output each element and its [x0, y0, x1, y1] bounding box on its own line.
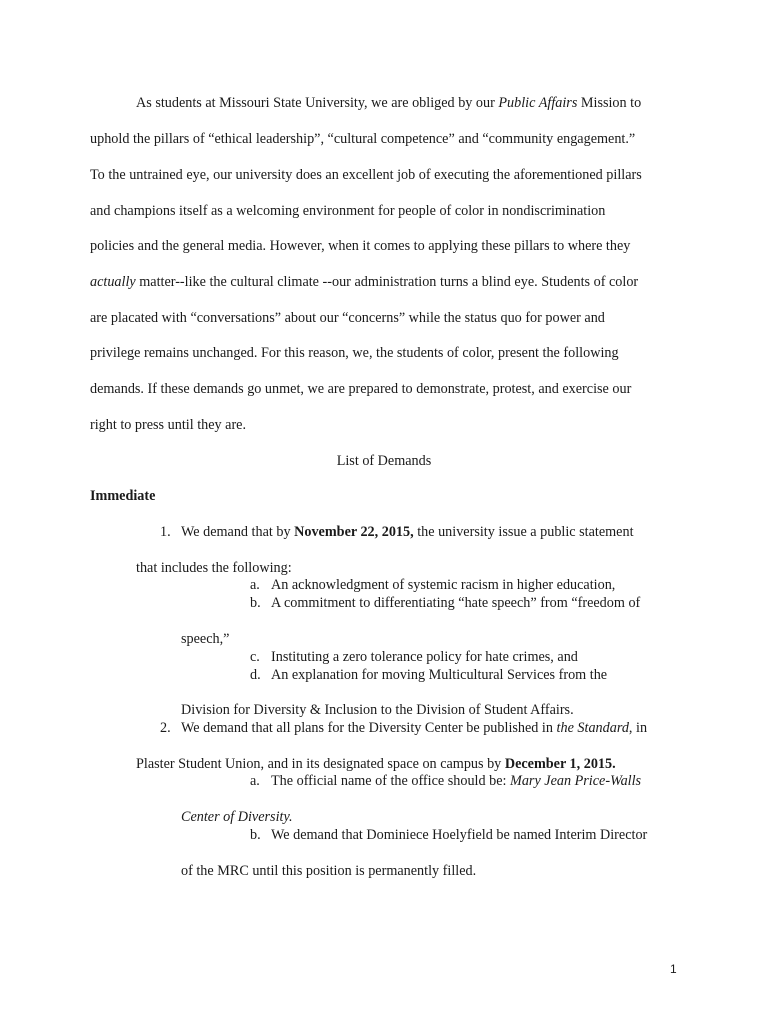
page-number: 1: [670, 962, 677, 976]
sub-item-text: [271, 772, 641, 790]
sub-item-text-part: The official name of the office should be:: [271, 773, 511, 789]
demand-2-continuation: [136, 755, 616, 773]
sub-item-text: We demand that Dominiece Hoelyfield be named Interim Director: [271, 827, 648, 843]
sub-item-text: A commitment to differentiating “hate speech” from “freedom of: [271, 595, 641, 611]
publication-name: the Standard: [556, 720, 629, 736]
intro-line: To the untrained eye, our university does an excellent job of executing the aforementioned pillars: [90, 167, 642, 183]
intro-line: [90, 273, 638, 291]
list-number: 1.: [160, 524, 171, 540]
demand-text: Plaster Student Union, and in its designated space on campus by: [136, 756, 505, 772]
sub-item-continuation: Division for Diversity & Inclusion to the Division of Student Affairs.: [181, 702, 574, 718]
demand-1-line: [181, 523, 634, 541]
sub-item-continuation: Center of Diversity.: [181, 809, 293, 825]
demand-text: We demand that all plans for the Diversity Center be published in: [181, 720, 557, 736]
intro-line: are placated with “conversations” about our “concerns” while the status quo for power and: [90, 310, 605, 326]
sub-item-continuation: speech,”: [181, 631, 230, 647]
demand-2-line: [181, 719, 647, 737]
sub-item-letter: b.: [250, 827, 261, 843]
sub-item-letter: c.: [250, 649, 260, 665]
intro-line: and champions itself as a welcoming environment for people of color in nondiscrimination: [90, 203, 606, 219]
intro-line: policies and the general media. However, when it comes to applying these pillars to where they: [90, 238, 631, 254]
demand-deadline: November 22, 2015,: [294, 524, 414, 540]
intro-line: right to press until they are.: [90, 417, 247, 433]
sub-item-letter: b.: [250, 595, 261, 611]
intro-emphasis: actually: [90, 274, 136, 290]
intro-text: Mission to: [577, 95, 642, 111]
sub-item-letter: a.: [250, 577, 260, 593]
sub-item-letter: d.: [250, 667, 261, 683]
intro-line: [136, 94, 641, 112]
intro-text: As students at Missouri State University, we are obliged by our: [136, 95, 499, 111]
section-heading: Immediate: [90, 488, 156, 504]
demand-text: We demand that by: [181, 524, 295, 540]
sub-item-letter: a.: [250, 773, 260, 789]
demand-deadline: December 1, 2015.: [504, 756, 616, 772]
list-title: List of Demands: [336, 453, 432, 469]
sub-item-continuation: of the MRC until this position is permanently filled.: [181, 863, 477, 879]
sub-item-text: An explanation for moving Multicultural Services from the: [271, 667, 608, 683]
intro-emphasis: Public Affairs: [498, 95, 578, 111]
intro-line: privilege remains unchanged. For this reason, we, the students of color, present the following: [90, 345, 619, 361]
intro-text: matter--like the cultural climate --our administration turns a blind eye. Students of color: [135, 274, 639, 290]
list-number: 2.: [160, 720, 171, 736]
intro-line: uphold the pillars of “ethical leadership”, “cultural competence” and “community engagement.”: [90, 131, 636, 147]
demand-1-continuation: that includes the following:: [136, 560, 292, 576]
sub-item-text: Instituting a zero tolerance policy for hate crimes, and: [271, 649, 578, 665]
intro-line: demands. If these demands go unmet, we are prepared to demonstrate, protest, and exercise our: [90, 381, 632, 397]
sub-item-text: An acknowledgment of systemic racism in higher education,: [271, 577, 616, 593]
demand-text: , in: [628, 720, 648, 736]
office-name: Mary Jean Price-Walls: [510, 773, 642, 789]
demand-text: the university issue a public statement: [413, 524, 634, 540]
